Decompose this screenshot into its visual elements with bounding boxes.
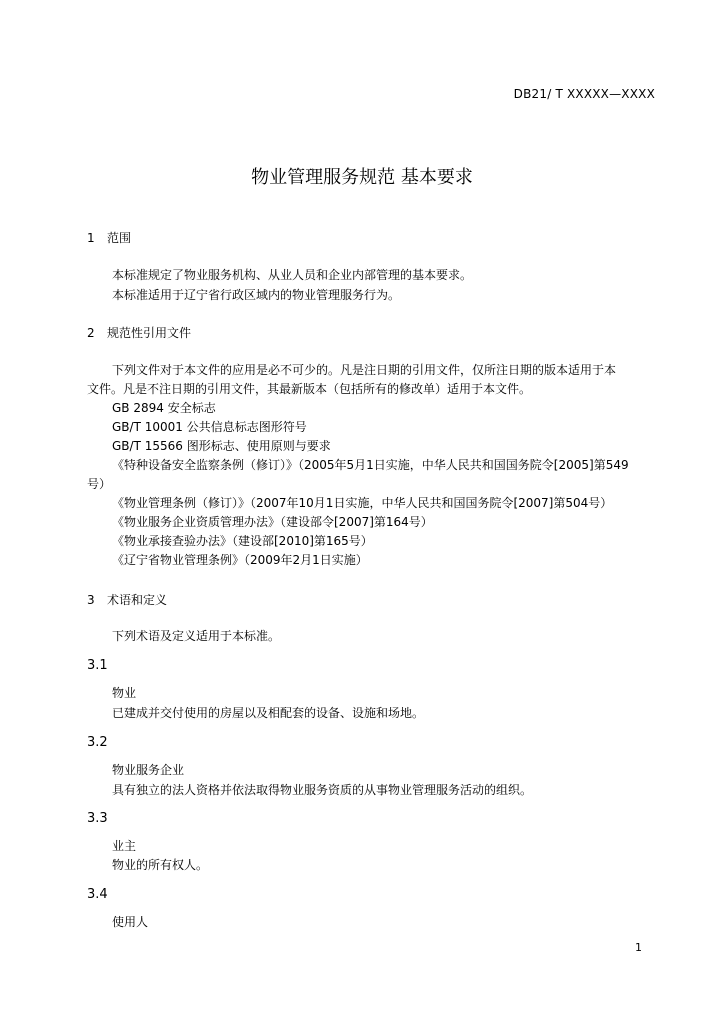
section-heading-terms-definitions <box>87 592 167 608</box>
page-number: 1 <box>635 941 642 954</box>
term-name: 使用人 <box>112 915 149 929</box>
section-number: 1 <box>87 231 95 245</box>
section-number: 3 <box>87 593 95 607</box>
reference-item: GB/T 10001 公共信息标志图形符号 <box>112 420 307 434</box>
reference-item: GB/T 15566 图形标志、使用原则与要求 <box>112 439 331 453</box>
section-heading-scope <box>87 230 131 246</box>
term-number: 3.4 <box>87 887 108 902</box>
term-name: 业主 <box>112 839 137 853</box>
term-name: 物业 <box>112 686 137 700</box>
paragraph: 下列术语及定义适用于本标准。 <box>112 629 281 643</box>
document-title: 物业管理服务规范 基本要求 <box>251 167 473 188</box>
reference-item: 《物业管理条例（修订）》（2007年10月1日实施，中华人民共和国国务院令[2007]第504号） <box>112 496 613 510</box>
document-code: DB21/ T XXXXX—XXXX <box>513 87 655 101</box>
paragraph: 本标准适用于辽宁省行政区域内的物业管理服务行为。 <box>112 288 401 302</box>
term-number: 3.3 <box>87 811 108 826</box>
term-definition: 已建成并交付使用的房屋以及相配套的设备、设施和场地。 <box>112 706 425 720</box>
term-number: 3.2 <box>87 735 108 750</box>
reference-item-continuation: 号） <box>87 477 112 491</box>
reference-item: GB 2894 安全标志 <box>112 401 216 415</box>
section-title: 规范性引用文件 <box>107 326 192 340</box>
paragraph: 下列文件对于本文件的应用是必不可少的。凡是注日期的引用文件，仅所注日期的版本适用于本 <box>112 363 617 377</box>
section-number: 2 <box>87 326 95 340</box>
term-definition: 具有独立的法人资格并依法取得物业服务资质的从事物业管理服务活动的组织。 <box>112 783 533 797</box>
paragraph: 文件。凡是不注日期的引用文件，其最新版本（包括所有的修改单）适用于本文件。 <box>87 382 532 396</box>
reference-item: 《特种设备安全监察条例（修订）》（2005年5月1日实施，中华人民共和国国务院令[2005]第549 <box>112 458 629 472</box>
term-definition: 物业的所有权人。 <box>112 858 209 872</box>
paragraph: 本标准规定了物业服务机构、从业人员和企业内部管理的基本要求。 <box>112 268 473 282</box>
reference-item: 《辽宁省物业管理条例》（2009年2月1日实施） <box>112 553 368 567</box>
term-number: 3.1 <box>87 658 108 673</box>
section-title: 术语和定义 <box>107 593 168 607</box>
section-title: 范围 <box>107 231 132 245</box>
reference-item: 《物业承接查验办法》（建设部[2010]第165号） <box>112 534 373 548</box>
term-name: 物业服务企业 <box>112 763 185 777</box>
reference-item: 《物业服务企业资质管理办法》（建设部令[2007]第164号） <box>112 515 433 529</box>
section-heading-normative-references <box>87 325 191 341</box>
